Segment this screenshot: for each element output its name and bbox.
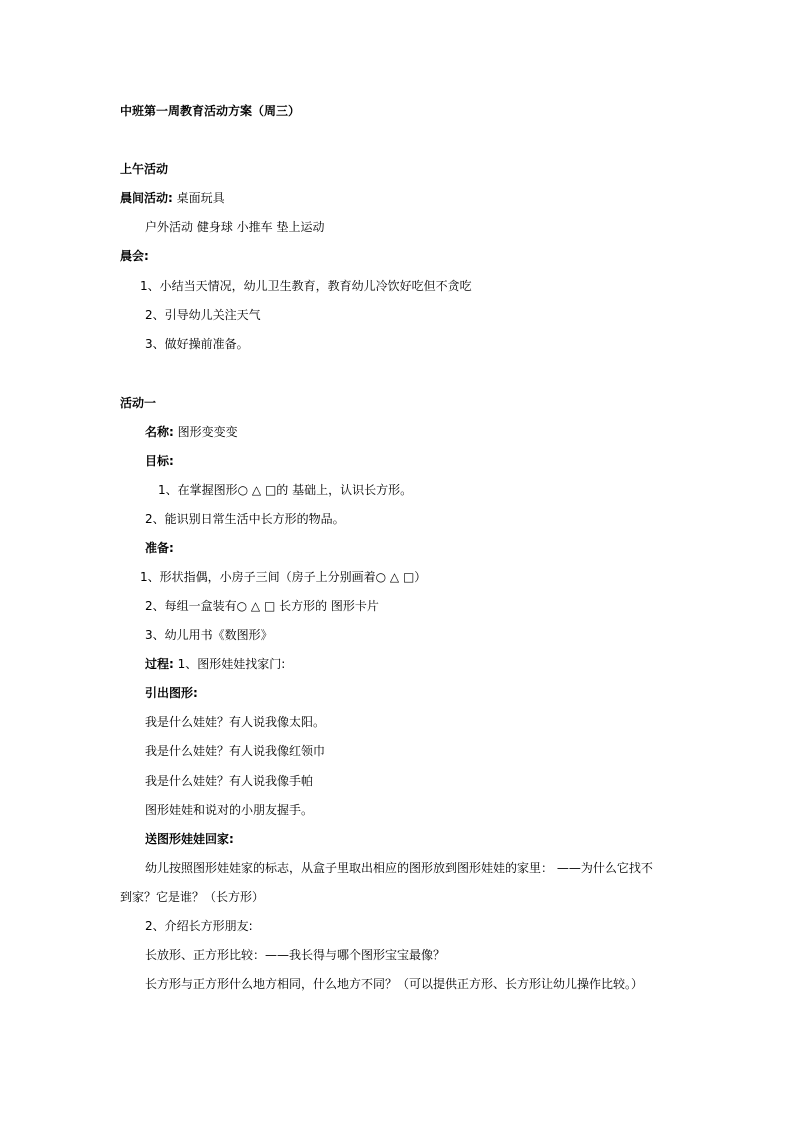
prep-item: 3、幼儿用书《数图形》	[145, 628, 273, 642]
meeting-item: 2、引导幼儿关注天气	[145, 308, 261, 322]
intro-line: 我是什么娃娃？有人说我像太阳。	[145, 715, 326, 729]
meeting-label: 晨会:	[120, 249, 149, 263]
section-heading-morning: 上午活动	[120, 162, 169, 176]
compare-line: 长方形与正方形什么地方相同，什么地方不同？（可以提供正方形、长方形让幼儿操作比较。）	[145, 977, 644, 991]
intro-line: 我是什么娃娃？有人说我像手帕	[145, 774, 314, 788]
process-line	[145, 656, 285, 672]
morning-activity-line	[120, 190, 225, 206]
prep-item: 1、形状指偶，小房子三间（房子上分别画着○ △ □）	[140, 570, 427, 584]
intro-label: 引出图形:	[145, 686, 198, 700]
page-title: 中班第一周教育活动方案（周三）	[120, 104, 301, 118]
section-heading-activity1: 活动一	[120, 396, 157, 410]
prep-item: 2、每组一盒装有○ △ □ 长方形的 图形卡片	[145, 599, 379, 613]
send-label: 送图形娃娃回家:	[145, 832, 234, 846]
send-line: 幼儿按照图形娃娃家的标志，从盒子里取出相应的图形放到图形娃娃的家里： ——为什么它找不	[145, 861, 653, 875]
send-line: 到家？它是谁？（长方形）	[120, 890, 265, 904]
process-label: 过程:	[145, 657, 174, 671]
goal-label: 目标:	[145, 454, 174, 468]
intro-line: 图形娃娃和说对的小朋友握手。	[145, 803, 314, 817]
intro-line: 我是什么娃娃？有人说我像红领巾	[145, 744, 326, 758]
process-value: 1、图形娃娃找家门:	[173, 657, 286, 671]
morning-activity-value: 桌面玩具	[172, 191, 225, 205]
activity-name-value: 图形变变变	[173, 425, 238, 439]
step2-line: 2、介绍长方形朋友:	[145, 919, 253, 933]
morning-activity-label: 晨间活动:	[120, 191, 173, 205]
compare-line: 长放形、正方形比较：——我长得与哪个图形宝宝最像？	[145, 948, 446, 962]
activity-name-line	[145, 424, 238, 440]
activity-name-label: 名称:	[145, 425, 174, 439]
goal-item: 1、在掌握图形○ △ □的 基础上，认识长方形。	[158, 483, 413, 497]
outdoor-activity-line: 户外活动 健身球 小推车 垫上运动	[145, 220, 325, 234]
goal-item: 2、能识别日常生活中长方形的物品。	[145, 512, 345, 526]
meeting-item: 3、做好操前准备。	[145, 337, 249, 351]
prep-label: 准备:	[145, 541, 174, 555]
meeting-item: 1、小结当天情况，幼儿卫生教育，教育幼儿冷饮好吃但不贪吃	[140, 279, 472, 293]
